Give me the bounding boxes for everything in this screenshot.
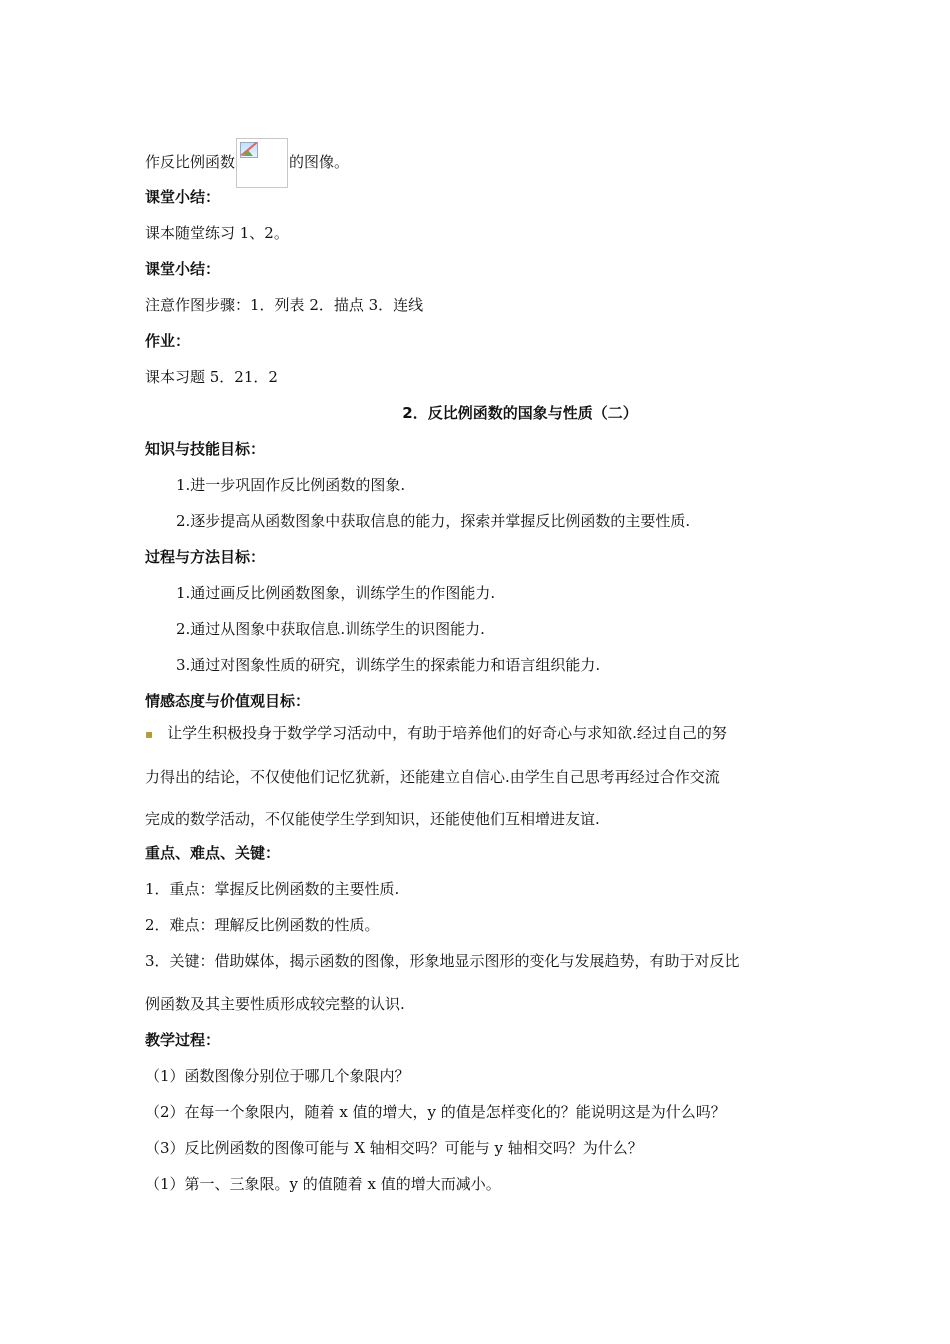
knowledge-heading: 知识与技能目标： [145,440,266,458]
keypoint-item: 1．重点：掌握反比例函数的主要性质. [145,880,400,898]
emotion-heading: 情感态度与价值观目标： [145,692,311,710]
keypoint-item: 3．关键：借助媒体，揭示函数的图像，形象地显示图形的变化与发展趋势，有助于对反比 [145,952,740,970]
intro-line [145,138,820,188]
teaching-item: （3）反比例函数的图像可能与 X 轴相交吗？可能与 y 轴相交吗？为什么？ [145,1139,643,1157]
keypoints-heading: 重点、难点、关键： [145,844,281,862]
teaching-heading: 教学过程： [145,1031,221,1049]
summary2-heading: 课堂小结： [145,260,221,278]
summary1-heading: 课堂小结： [145,188,221,206]
process-item: 3.通过对图象性质的研究，训练学生的探索能力和语言组织能力. [176,656,601,674]
homework-heading: 作业： [145,332,191,350]
summary1-text: 课本随堂练习 1、2。 [145,224,289,242]
section-title: 2．反比例函数的国象与性质（二） [402,404,638,422]
formula-image [236,138,288,188]
summary2-text: 注意作图步骤：1．列表 2．描点 3．连线 [145,296,424,314]
teaching-item: （1）第一、三象限。y 的值随着 x 值的增大而减小。 [145,1175,501,1193]
homework-text: 课本习题 5．21．2 [145,368,278,386]
teaching-item: （2）在每一个象限内，随着 x 值的增大，y 的值是怎样变化的？能说明这是为什么吗？ [145,1103,726,1121]
knowledge-item: 2.逐步提高从函数图象中获取信息的能力，探索并掌握反比例函数的主要性质. [176,512,691,530]
keypoint-item: 2．难点：理解反比例函数的性质。 [145,916,380,934]
bullet-dot-icon: ▪ [145,727,154,741]
process-item: 2.通过从图象中获取信息.训练学生的识图能力. [176,620,485,638]
intro-text-before: 作反比例函数 [145,153,236,171]
emotion-line: ▪ 让学生积极投身于数学学习活动中，有助于培养他们的好奇心与求知欲.经过自己的努 [145,724,727,742]
emotion-line: 完成的数学活动，不仅能使学生学到知识，还能使他们互相增进友谊. [145,810,600,828]
intro-text-after: 的图像。 [289,153,350,171]
teaching-item: （1）函数图像分别位于哪几个象限内？ [145,1067,410,1085]
process-heading: 过程与方法目标： [145,548,266,566]
process-item: 1.通过画反比例函数图象，训练学生的作图能力. [176,584,496,602]
emotion-line: 力得出的结论，不仅使他们记忆犹新，还能建立自信心.由学生自己思考再经过合作交流 [145,768,720,786]
knowledge-item: 1.进一步巩固作反比例函数的图象. [176,476,406,494]
keypoint-item: 例函数及其主要性质形成较完整的认识. [145,995,405,1013]
